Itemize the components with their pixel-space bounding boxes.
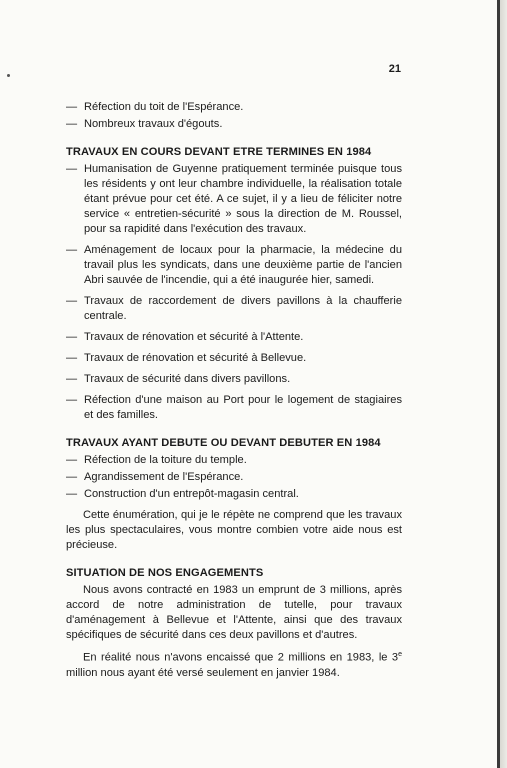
list-item: — Agrandissement de l'Espérance.	[66, 471, 244, 483]
page-edge	[497, 0, 507, 768]
list-item: — Travaux de rénovation et sécurité à Bellevue.	[66, 352, 307, 364]
body-paragraph: En réalité nous n'avons encaissé que 2 millions en 1983, le 3e million nous ayant été versé seulement en janvier 1984.	[66, 651, 402, 679]
list-item: — Humanisation de Guyenne pratiquement terminée puisque tous les résidents y ont leur chambre individuelle, la réalisation totale étant prévue pour cet été. A ce sujet, il y a lieu de féliciter notre service « entretien-sécurité » sous la direction de M. Roussel, pour sa rapidité dans l'exécution des travaux.	[66, 163, 402, 235]
margin-mark	[7, 74, 10, 77]
list-item: — Réfection de la toiture du temple.	[66, 454, 247, 466]
list-item: — Nombreux travaux d'égouts.	[66, 118, 223, 130]
list-item: — Travaux de rénovation et sécurité à l'Attente.	[66, 331, 304, 343]
list-item: — Travaux de sécurité dans divers pavillons.	[66, 373, 291, 385]
list-item: — Travaux de raccordement de divers pavillons à la chaufferie centrale.	[66, 295, 402, 322]
section-heading-engagements: SITUATION DE NOS ENGAGEMENTS	[66, 567, 264, 579]
page-number: 21	[388, 63, 401, 75]
list-item: — Construction d'un entrepôt-magasin central.	[66, 488, 299, 500]
page-body	[66, 100, 402, 685]
list-item: — Aménagement de locaux pour la pharmacie, la médecine du travail plus les syndicats, dans une deuxième partie de l'ancien Abri sauvée de l'incendie, qui a été inaugurée hier, samedi.	[66, 244, 402, 286]
list-item: — Réfection du toit de l'Espérance.	[66, 101, 244, 113]
body-paragraph: Nous avons contracté en 1983 un emprunt de 3 millions, après accord de notre administration de tutelle, pour travaux d'aménagement à Bellevue et l'Attente, ainsi que des travaux spécifiques de sécurité dans ces deux pavillons et d'autres.	[66, 584, 402, 641]
section-heading-travaux-en-cours: TRAVAUX EN COURS DEVANT ETRE TERMINES EN 1984	[66, 146, 372, 158]
section-heading-travaux-debutes: TRAVAUX AYANT DEBUTE OU DEVANT DEBUTER EN 1984	[66, 437, 381, 449]
body-paragraph: Cette énumération, qui je le répète ne comprend que les travaux les plus spectaculaires, vous montre combien votre aide nous est précieuse.	[66, 509, 402, 551]
list-item: — Réfection d'une maison au Port pour le logement de stagiaires et des familles.	[66, 394, 402, 421]
